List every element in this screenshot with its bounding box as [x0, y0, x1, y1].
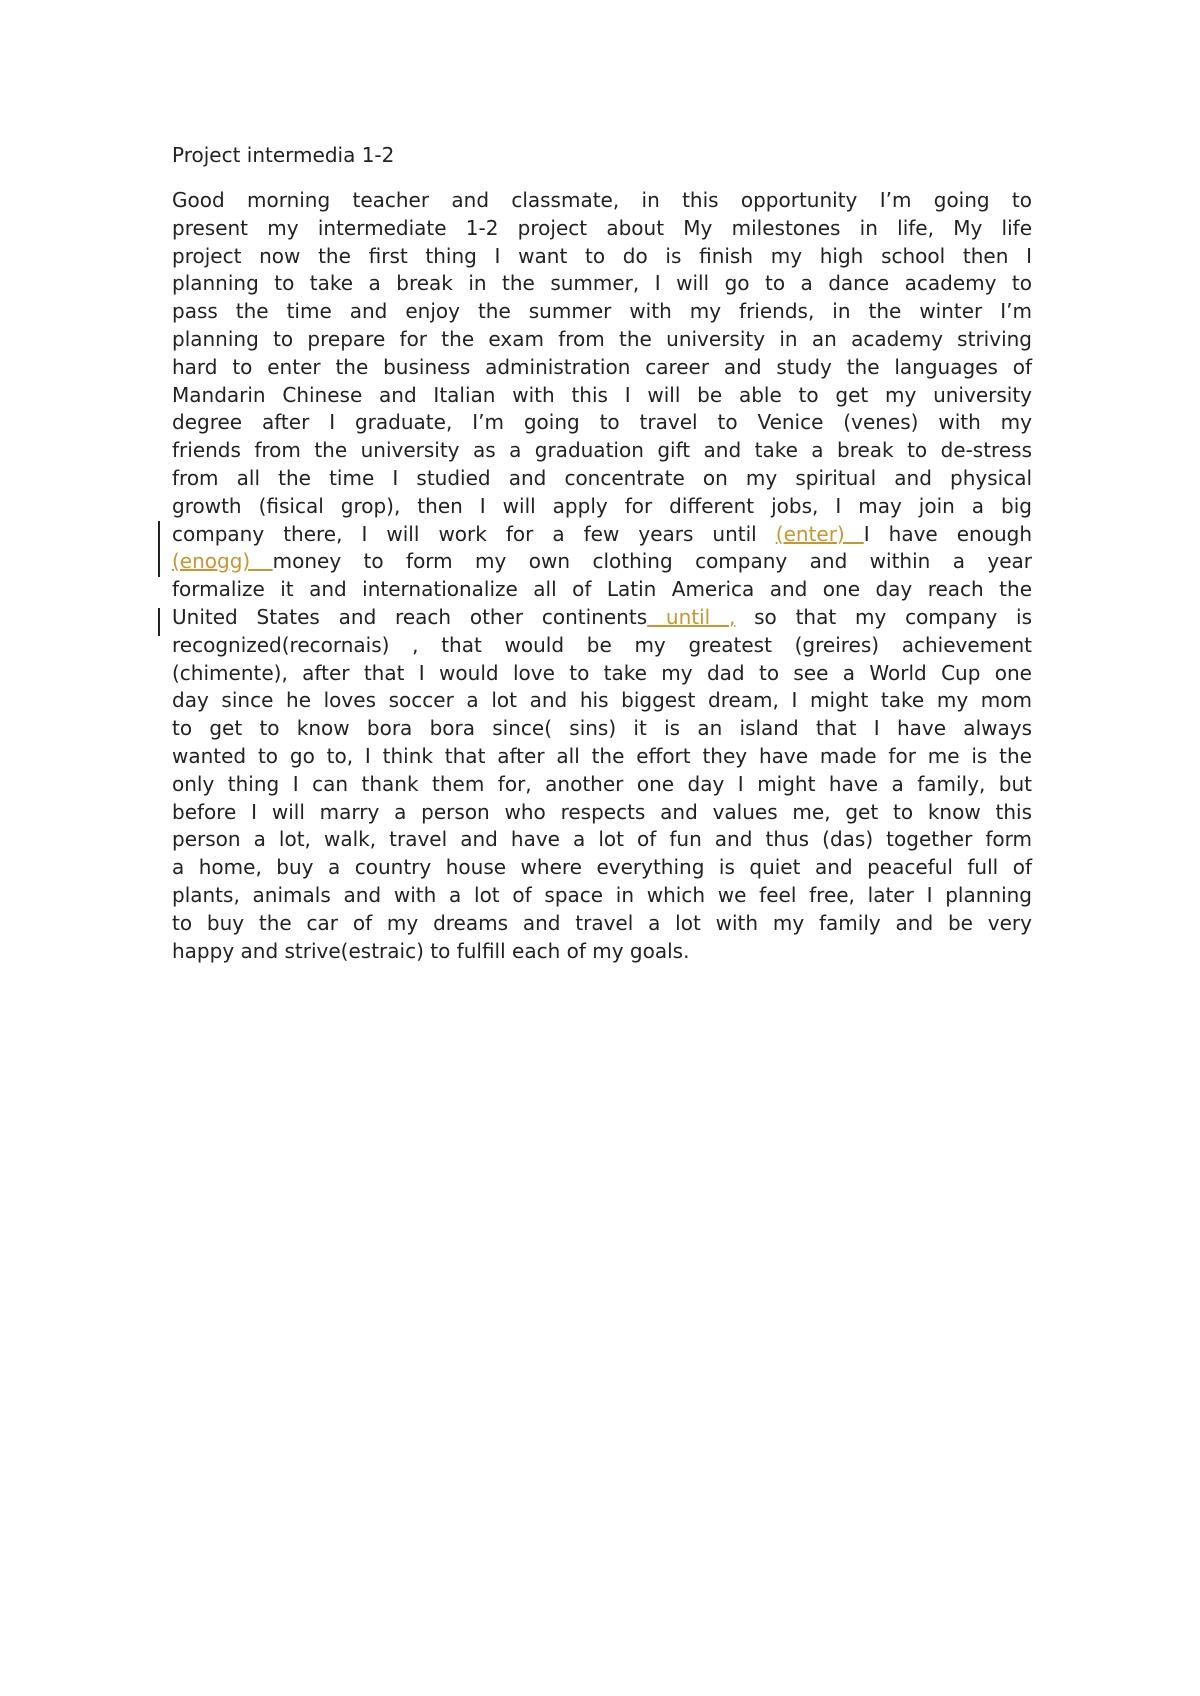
line-text: company there, I will work for a few years until [172, 521, 757, 546]
paragraph-line: a home, buy a country house where everything is quiet and peaceful full of [172, 855, 1032, 880]
tracked-deletion[interactable]: , [729, 604, 736, 629]
paragraph-line: plants, animals and with a lot of space in which we feel free, later I planning [172, 882, 1032, 907]
paragraph-line: happy and strive(estraic) to fulfill each of my goals. [172, 938, 690, 963]
paragraph-line: (chimente), after that I would love to take my dad to see a World Cup one [172, 660, 1032, 685]
paragraph-line: to get to know bora bora since( sins) it is an island that I have always [172, 716, 1032, 741]
paragraph-line [172, 521, 1032, 549]
paragraph-line: day since he loves soccer a lot and his biggest dream, I might take my mom [172, 688, 1032, 713]
line-text: I have enough [863, 521, 1033, 546]
paragraph-line: pass the time and enjoy the summer with my friends, in the winter I’m [172, 299, 1032, 324]
paragraph-line: Good morning teacher and classmate, in this opportunity I’m going to [172, 188, 1032, 212]
tracked-insertion[interactable]: (enogg) [172, 549, 273, 574]
change-bar [158, 521, 160, 577]
paragraph-line [172, 604, 1032, 632]
paragraph-line: project now the first thing I want to do is finish my high school then I [172, 243, 1032, 268]
tracked-insertion[interactable]: (enter) [775, 521, 864, 546]
paragraph-line: present my intermediate 1-2 project about My milestones in life, My life [172, 215, 1032, 240]
paragraph-line: formalize it and internationalize all of Latin America and one day reach the [172, 577, 1032, 602]
paragraph-line [172, 548, 1032, 576]
paragraph-line: before I will marry a person who respects and values me, get to know this [172, 799, 1032, 824]
line-text: United States and reach other continents [172, 604, 648, 629]
paragraph-line: hard to enter the business administration career and study the languages of [172, 354, 1032, 379]
paragraph-line: only thing I can thank them for, another one day I might have a family, but [172, 771, 1032, 796]
paragraph-line: person a lot, walk, travel and have a lot of fun and thus (das) together form [172, 827, 1032, 852]
paragraph-line: recognized(recornais) , that would be my greatest (greires) achievement [172, 632, 1032, 657]
tracked-insertion[interactable]: until [647, 604, 729, 629]
paragraph-line: Mandarin Chinese and Italian with this I will be able to get my university [172, 382, 1032, 407]
paragraph-line: planning to prepare for the exam from the university in an academy striving [172, 326, 1032, 351]
document-title: Project intermedia 1-2 [172, 143, 395, 167]
paragraph-line: planning to take a break in the summer, I will go to a dance academy to [172, 271, 1032, 296]
paragraph-line: to buy the car of my dreams and travel a lot with my family and be very [172, 910, 1032, 935]
line-text: so that my company is [735, 604, 1032, 629]
paragraph-line: degree after I graduate, I’m going to travel to Venice (venes) with my [172, 410, 1032, 435]
change-bar [158, 608, 160, 636]
paragraph-line: friends from the university as a graduation gift and take a break to de-stress [172, 438, 1032, 463]
line-text: money to form my own clothing company and within a year [272, 549, 1033, 574]
paragraph-line: growth (fisical grop), then I will apply for different jobs, I may join a big [172, 493, 1032, 518]
paragraph-line: from all the time I studied and concentrate on my spiritual and physical [172, 465, 1032, 490]
document-paragraph [172, 187, 1032, 965]
paragraph-line: wanted to go to, I think that after all the effort they have made for me is the [172, 743, 1032, 768]
